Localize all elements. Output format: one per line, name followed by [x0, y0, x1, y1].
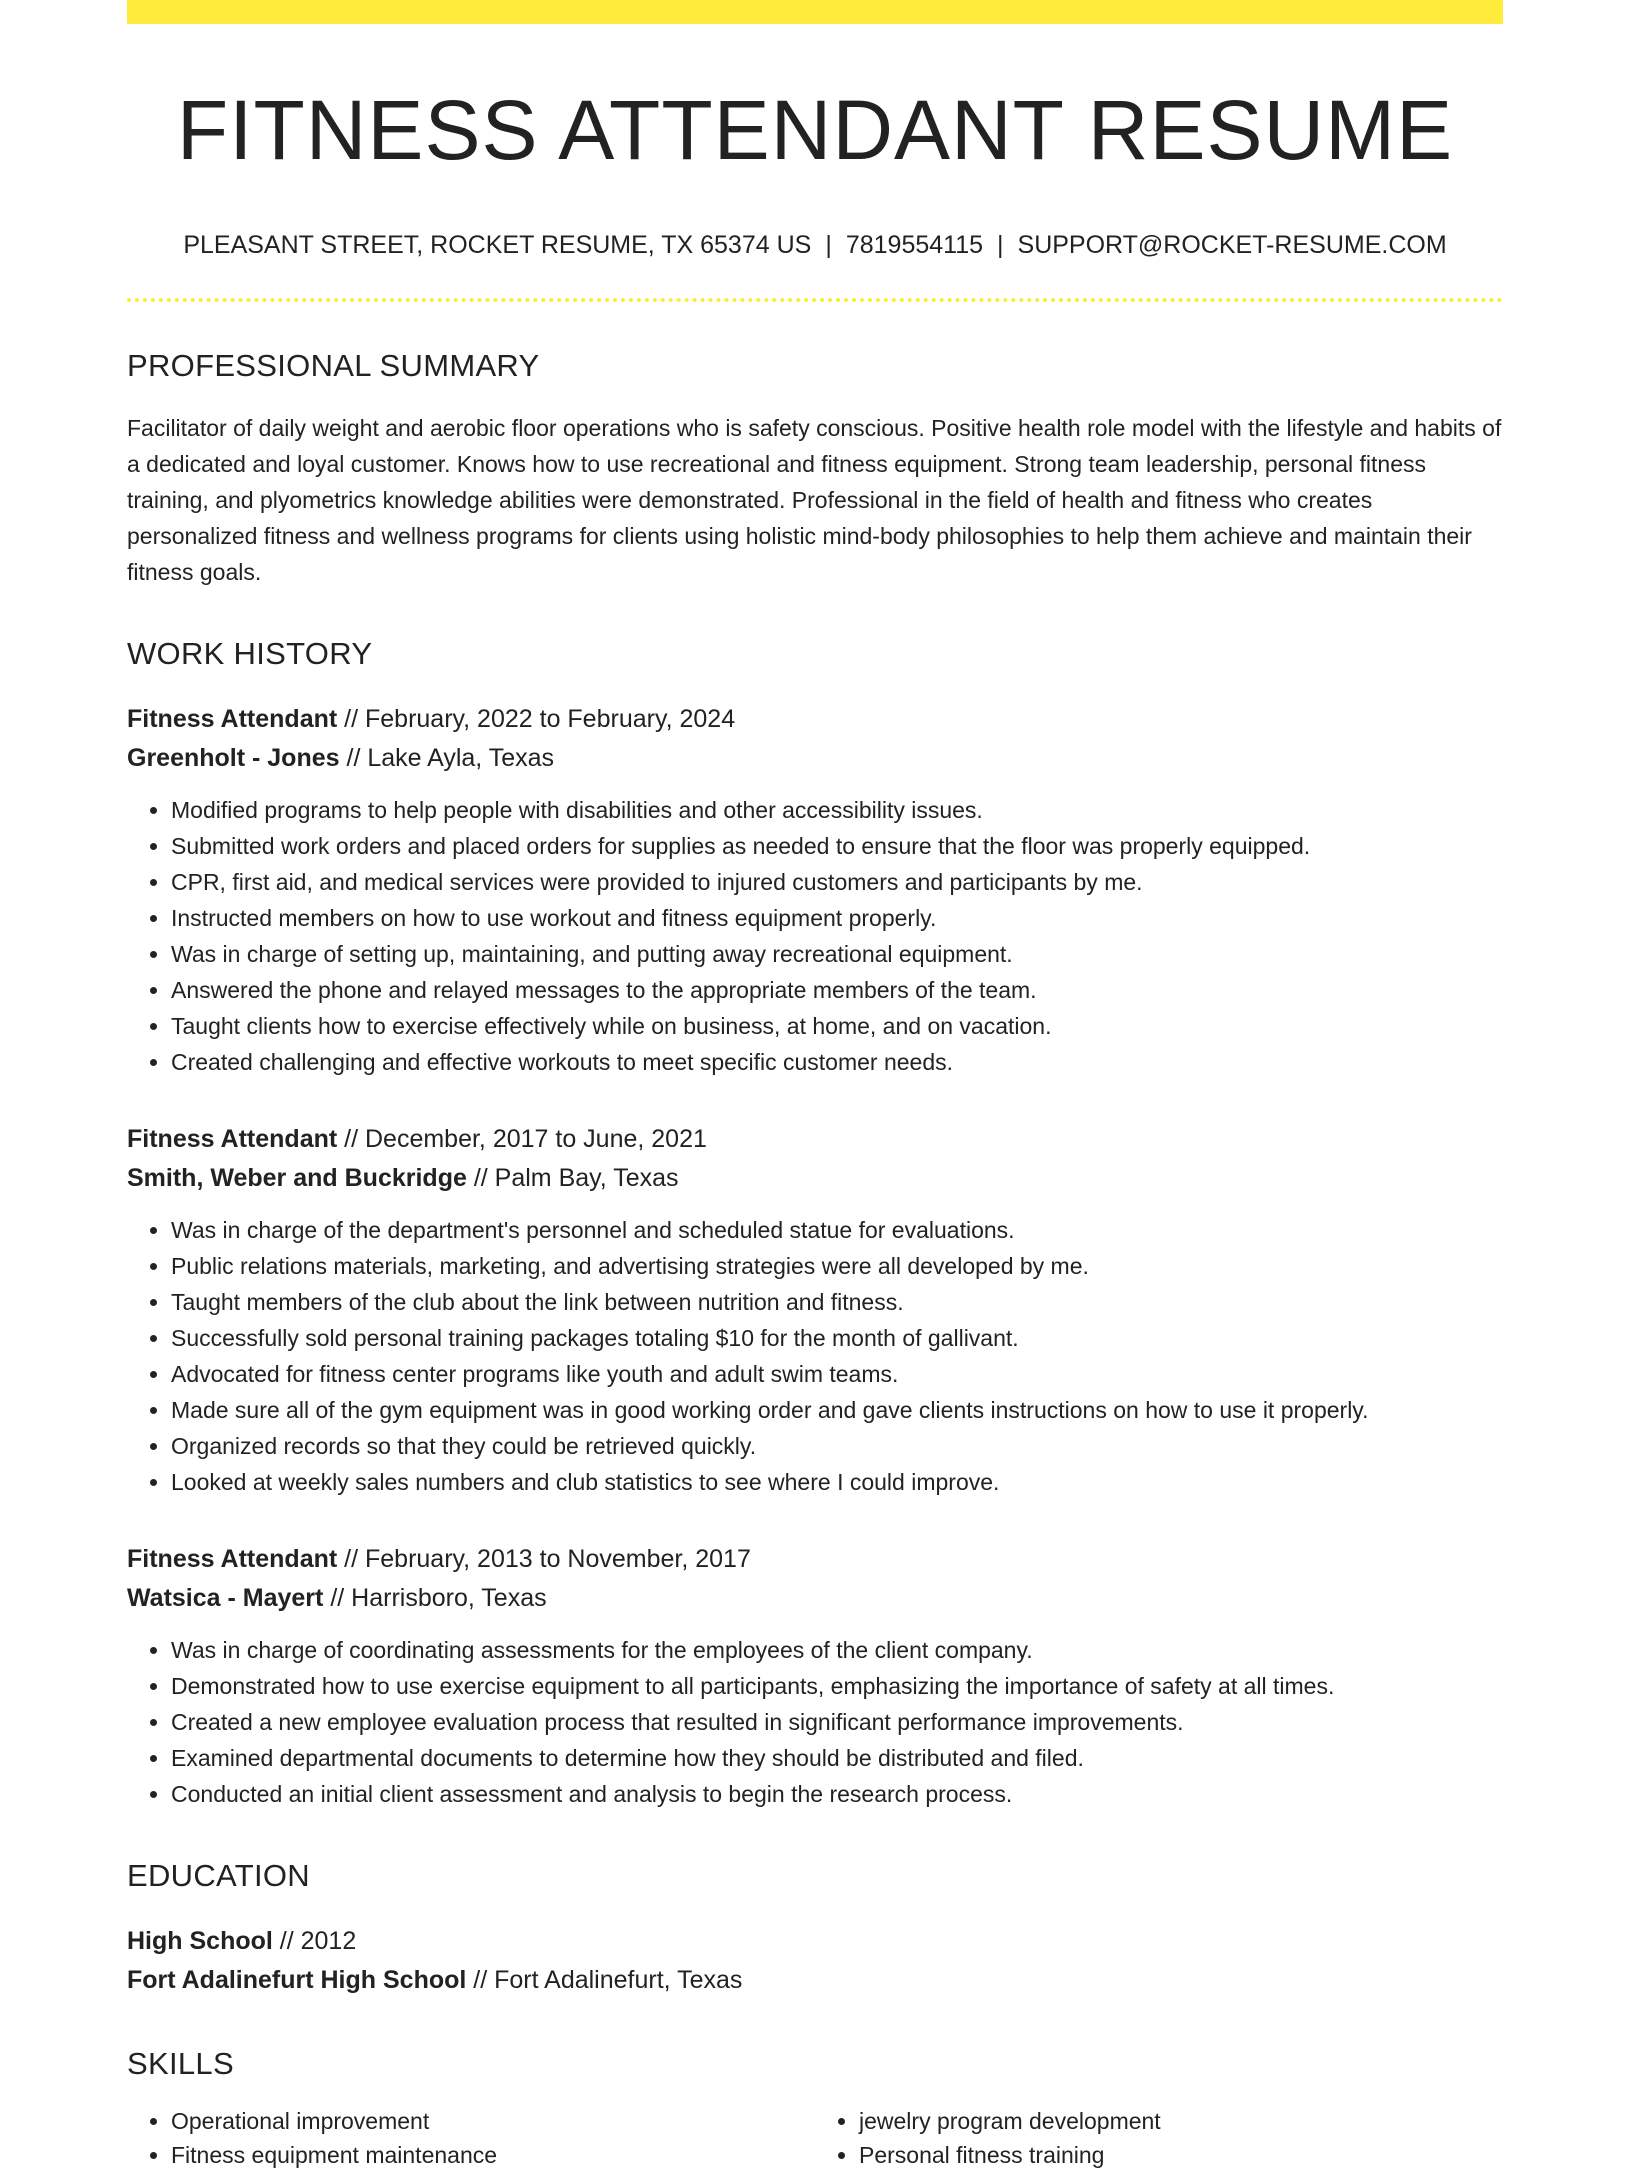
contact-email: SUPPORT@ROCKET-RESUME.COM — [1017, 231, 1447, 260]
skill-item: • jewelry program development — [859, 2104, 1503, 2138]
job-bullet: • Successfully sold personal training packages totaling $10 for the month of gallivant. — [171, 1320, 1503, 1356]
job-title-line — [127, 700, 1503, 739]
job-bullet: • Conducted an initial client assessment and analysis to begin the research process. — [171, 1776, 1503, 1812]
job-company: Greenholt - Jones — [127, 744, 340, 773]
skills-heading: SKILLS — [127, 2046, 234, 2082]
job-location: // Harrisboro, Texas — [323, 1584, 547, 1613]
job-location: // Palm Bay, Texas — [466, 1164, 679, 1193]
summary-text: Facilitator of daily weight and aerobic floor operations who is safety conscious. Positive health role model with the lifestyle and habits of a dedicated and loyal customer. Knows how to use recreational and fitness equipment. Strong team leadership, personal fitness training, and plyometrics knowledge abilities were demonstrated. Professional in the field of health and fitness who creates personalized fitness and wellness programs for clients using holistic mind-body philosophies to help them achieve and maintain their fitness goals. — [127, 415, 1502, 586]
job-company-line — [127, 1579, 1503, 1618]
job-dates: // February, 2013 to November, 2017 — [337, 1545, 751, 1574]
job-bullet: • Submitted work orders and placed orders for supplies as needed to ensure that the floor was properly equipped. — [171, 828, 1503, 864]
job-bullet: • CPR, first aid, and medical services were provided to injured customers and participants by me. — [171, 864, 1503, 900]
job-bullets — [127, 792, 1503, 1080]
job-bullet: • Answered the phone and relayed messages to the appropriate members of the team. — [171, 972, 1503, 1008]
skill-item: • Operational improvement — [171, 2104, 815, 2138]
education-school: Fort Adalinefurt High School — [127, 1966, 467, 1995]
job-company: Watsica - Mayert — [127, 1584, 324, 1613]
resume-page — [127, 0, 1503, 2172]
job-bullet: • Created a new employee evaluation process that resulted in significant performance improvements. — [171, 1704, 1503, 1740]
job-bullet: • Was in charge of the department's personnel and scheduled statue for evaluations. — [171, 1212, 1503, 1248]
job-entry — [127, 1540, 1503, 1812]
job-bullets — [127, 1632, 1503, 1812]
work-history-heading: WORK HISTORY — [127, 636, 373, 672]
job-entry — [127, 700, 1503, 1080]
job-dates: // December, 2017 to June, 2021 — [337, 1125, 707, 1154]
job-bullet: • Was in charge of coordinating assessments for the employees of the client company. — [171, 1632, 1503, 1668]
job-location: // Lake Ayla, Texas — [339, 744, 555, 773]
job-bullet: • Demonstrated how to use exercise equipment to all participants, emphasizing the importance of safety at all times. — [171, 1668, 1503, 1704]
skills-column-right — [815, 2104, 1503, 2172]
job-bullet: • Modified programs to help people with disabilities and other accessibility issues. — [171, 792, 1503, 828]
job-bullet: • Public relations materials, marketing, and advertising strategies were all developed by me. — [171, 1248, 1503, 1284]
contact-phone: 7819554115 — [845, 231, 984, 260]
education-year: // 2012 — [272, 1927, 357, 1956]
education-school-line — [127, 1961, 1503, 2000]
contact-address: PLEASANT STREET, ROCKET RESUME, TX 65374 US — [183, 231, 812, 260]
job-bullet: • Made sure all of the gym equipment was in good working order and gave clients instructions on how to use it properly. — [171, 1392, 1503, 1428]
resume-title: FITNESS ATTENDANT RESUME — [176, 83, 1454, 177]
job-bullet: • Instructed members on how to use workout and fitness equipment properly. — [171, 900, 1503, 936]
job-bullet: • Looked at weekly sales numbers and club statistics to see where I could improve. — [171, 1464, 1503, 1500]
summary-heading: PROFESSIONAL SUMMARY — [127, 348, 540, 384]
education-degree-line — [127, 1922, 1503, 1961]
job-bullet: • Taught clients how to exercise effectively while on business, at home, and on vacation. — [171, 1008, 1503, 1044]
contact-line — [127, 230, 1503, 260]
job-company: Smith, Weber and Buckridge — [127, 1164, 467, 1193]
job-entry — [127, 1120, 1503, 1500]
job-dates: // February, 2022 to February, 2024 — [337, 705, 736, 734]
skills-list — [127, 2104, 1503, 2172]
education-entry — [127, 1922, 1503, 2000]
section-divider — [127, 298, 1503, 302]
separator: | — [825, 231, 832, 260]
job-bullet: • Created challenging and effective workouts to meet specific customer needs. — [171, 1044, 1503, 1080]
education-degree: High School — [127, 1927, 273, 1956]
job-title-line — [127, 1540, 1503, 1579]
skill-item: • Fitness equipment maintenance — [171, 2138, 815, 2172]
accent-bar — [127, 0, 1503, 24]
job-bullet: • Organized records so that they could be retrieved quickly. — [171, 1428, 1503, 1464]
skills-column-left — [127, 2104, 815, 2172]
job-company-line — [127, 1159, 1503, 1198]
job-bullet: • Advocated for fitness center programs like youth and adult swim teams. — [171, 1356, 1503, 1392]
skill-item: • Personal fitness training — [859, 2138, 1503, 2172]
job-company-line — [127, 739, 1503, 778]
job-bullet: • Taught members of the club about the link between nutrition and fitness. — [171, 1284, 1503, 1320]
job-bullet: • Was in charge of setting up, maintaining, and putting away recreational equipment. — [171, 936, 1503, 972]
job-bullet: • Examined departmental documents to determine how they should be distributed and filed. — [171, 1740, 1503, 1776]
job-title-line — [127, 1120, 1503, 1159]
education-heading: EDUCATION — [127, 1858, 310, 1894]
job-title: Fitness Attendant — [127, 1125, 338, 1154]
job-bullets — [127, 1212, 1503, 1500]
education-location: // Fort Adalinefurt, Texas — [466, 1966, 743, 1995]
separator: | — [997, 231, 1004, 260]
job-title: Fitness Attendant — [127, 705, 338, 734]
job-title: Fitness Attendant — [127, 1545, 338, 1574]
